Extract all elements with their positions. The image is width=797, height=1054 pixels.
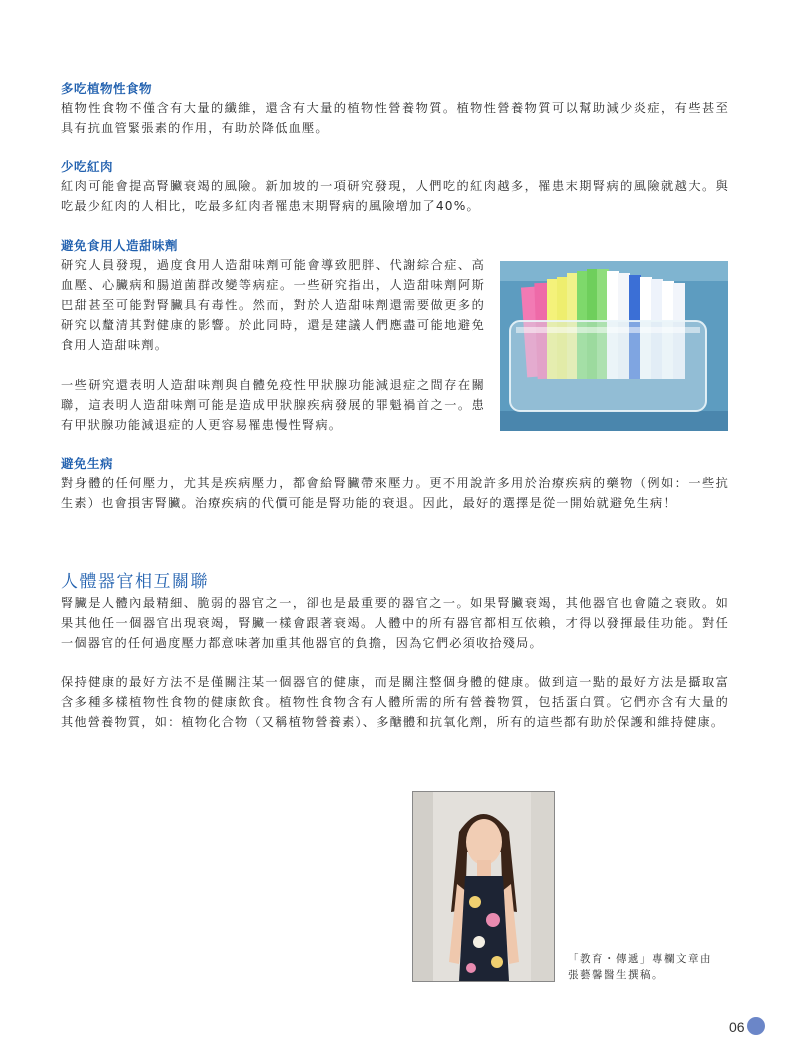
main-heading-organs: 人體器官相互關聯	[61, 572, 209, 592]
author-caption	[568, 951, 712, 983]
page-dot-decoration	[747, 1017, 765, 1035]
section-heading-sweetener: 避免食用人造甜味劑	[61, 238, 179, 253]
section-text-plant-food: 植物性食物不僅含有大量的纖維，還含有大量的植物性營養物質。植物性營養物質可以幫助減少炎症，有些甚至具有抗血管緊張素的作用，有助於降低血壓。	[61, 101, 729, 135]
author-portrait-photo	[412, 791, 555, 982]
section-heading-avoid-sickness: 避免生病	[61, 456, 114, 471]
main-text-para-2: 保持健康的最好方法不是僅關注某一個器官的健康，而是關注整個身體的健康。做到這一點的最好方法是攝取富含多種多樣植物性食物的健康飲食。植物性食物含有人體所需的所有營養物質，包括蛋白質。它們亦含有大量的其他營養物質，如：植物化合物（又稱植物營養素）、多醣體和抗氧化劑，所有的這些都有助於保護和維持健康。	[61, 675, 729, 729]
section-heading-plant-food: 多吃植物性食物	[61, 81, 153, 96]
caption-line-1: 「教育・傳遞」專欄文章由	[568, 953, 712, 965]
section-text-avoid-sickness: 對身體的任何壓力，尤其是疾病壓力，都會給腎臟帶來壓力。更不用說許多用於治療疾病的藥物（例如：一些抗生素）也會損害腎臟。治療疾病的代價可能是腎功能的衰退。因此，最好的選擇是從一開始就避免生病！	[61, 476, 729, 510]
section-text-red-meat: 紅肉可能會提高腎臟衰竭的風險。新加坡的一項研究發現，人們吃的紅肉越多，罹患末期腎病的風險就越大。與吃最少紅肉的人相比，吃最多紅肉者罹患末期腎病的風險增加了40%。	[61, 179, 729, 213]
section-heading-red-meat: 少吃紅肉	[61, 159, 114, 174]
section-text-sweetener-2: 一些研究還表明人造甜味劑與自體免疫性甲狀腺功能減退症之間存在關聯，這表明人造甜味劑可能是造成甲狀腺疾病發展的罪魁禍首之一。患有甲狀腺功能減退症的人更容易罹患慢性腎病。	[61, 378, 485, 432]
section-text-sweetener: 研究人員發現，過度食用人造甜味劑可能會導致肥胖、代謝綜合症、高血壓、心臟病和腸道菌群改變等病症。一些研究指出，人造甜味劑阿斯巴甜甚至可能對腎臟具有毒性。然而，對於人造甜味劑還需要做更多的研究以釐清其對健康的影響。於此同時，還是建議人們應盡可能地避免食用人造甜味劑。	[61, 258, 485, 352]
caption-line-2: 張藝馨醫生撰稿。	[568, 969, 664, 981]
main-text-para-1: 腎臟是人體內最精細、脆弱的器官之一，卻也是最重要的器官之一。如果腎臟衰竭，其他器官也會隨之衰敗。如果其他任一個器官出現衰竭，腎臟一樣會跟著衰竭。人體中的所有器官都相互依賴，才得以發揮最佳功能。對任一個器官的任何過度壓力都意味著加重其他器官的負擔，因為它們必須收拾殘局。	[61, 596, 729, 650]
page-number: 06	[729, 1019, 745, 1035]
sweetener-packets-photo	[500, 261, 728, 431]
